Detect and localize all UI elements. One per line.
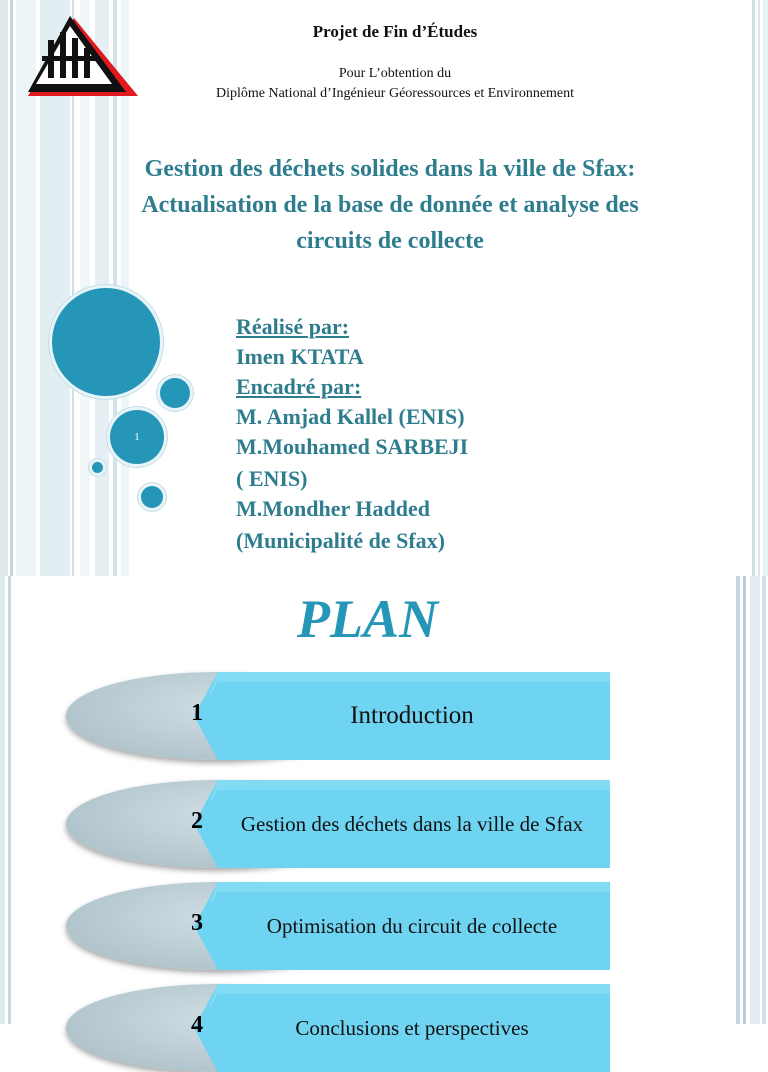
right-stripes <box>752 0 768 576</box>
supervisor-3-affiliation: (Municipalité de Sfax) <box>236 528 445 553</box>
diploma-label: Diplôme National d’Ingénieur Géoressources et Environnement <box>215 86 575 101</box>
right-stripes <box>736 576 768 1024</box>
plan-item <box>66 882 612 970</box>
author-name: Imen KTATA <box>236 344 364 369</box>
supervisor-2: M.Mouhamed SARBEJI <box>236 434 469 459</box>
decor-circle-small <box>160 378 190 408</box>
project-label: Projet de Fin d’Études <box>312 22 478 41</box>
supervisor-3: M.Mondher Hadded <box>236 496 430 521</box>
supervisor-2-affiliation: ( ENIS) <box>236 466 308 491</box>
plan-item <box>66 984 612 1072</box>
plan-item-label: Gestion des déchets dans la ville de Sfax <box>240 811 584 836</box>
plan-item <box>66 780 612 868</box>
plan-item-number: 2 <box>191 808 203 834</box>
decor-circle-tiny <box>92 462 103 473</box>
realise-par-label: Réalisé par: <box>236 314 350 339</box>
slide-number: 1 <box>134 431 140 443</box>
plan-item-number: 1 <box>191 700 203 726</box>
title-line-1: Gestion des déchets solides dans la ville de Sfax: <box>144 156 636 182</box>
decor-circle-large <box>52 288 160 396</box>
title-line-2: Actualisation de la base de donnée et analyse des <box>141 192 639 218</box>
enis-logo <box>22 12 140 100</box>
supervisor-1: M. Amjad Kallel (ENIS) <box>236 404 465 429</box>
encadre-par-label: Encadré par: <box>236 374 362 399</box>
plan-item-label: Conclusions et perspectives <box>295 1015 529 1040</box>
plan-item <box>66 672 612 760</box>
slide-number-circle <box>110 410 164 464</box>
plan-title: PLAN <box>297 589 438 649</box>
obtention-label: Pour L’obtention du <box>338 66 452 81</box>
title-line-3: circuits de collecte <box>296 228 484 254</box>
plan-item-number: 4 <box>191 1012 203 1038</box>
plan-item-label: Optimisation du circuit de collecte <box>266 913 558 938</box>
plan-item-number: 3 <box>191 910 203 936</box>
plan-item-label: Introduction <box>350 702 474 730</box>
plan-slide <box>0 576 768 1040</box>
decor-circle-small-2 <box>141 486 163 508</box>
